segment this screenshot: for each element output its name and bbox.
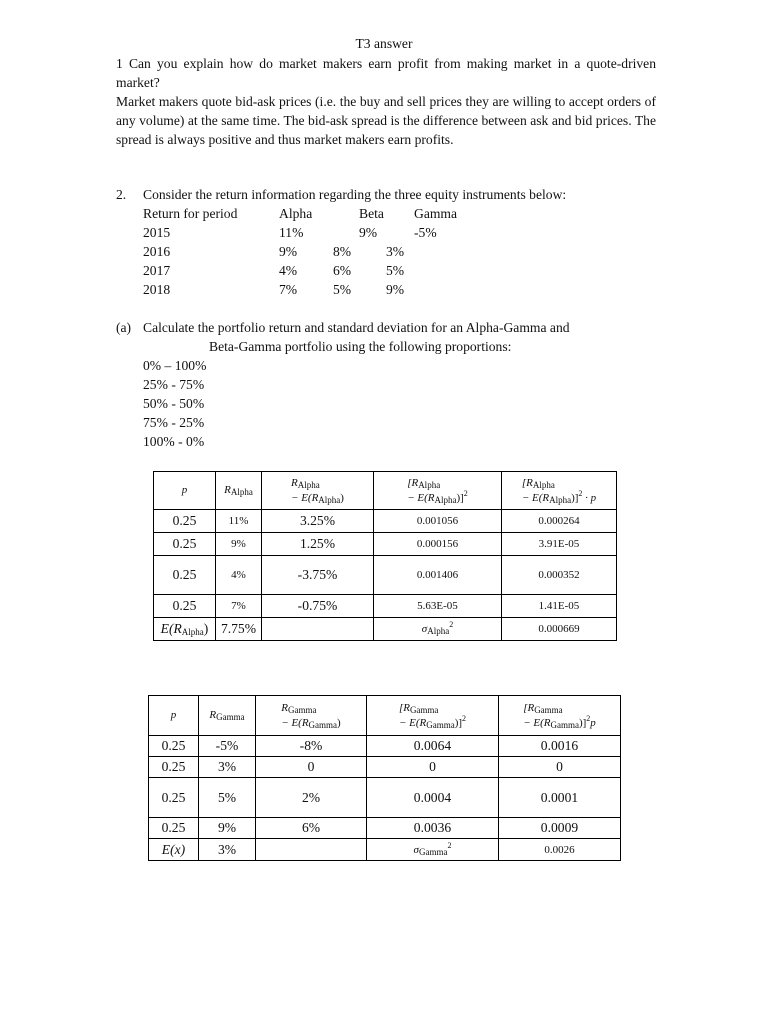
expected-return-label: E(RAlpha) [154,618,216,641]
answer-1: Market makers quote bid-ask prices (i.e. the buy and sell prices they are willing to accept orders of any volume) at the same time. The bid-ask spread is the difference between ask and bid prices. The spread is always positive and thus market makers earn profits. [116,94,656,147]
cell-squared-deviation: 0.0064 [367,736,499,757]
returns-beta: 8% [333,244,352,259]
returns-gamma: 9% [386,282,405,297]
cell-weighted: 0 [499,757,621,778]
cell-weighted: 0.000352 [502,556,617,595]
cell-weighted: 3.91E-05 [502,533,617,556]
cell-weighted: 1.41E-05 [502,595,617,618]
cell-return: 9% [199,818,256,839]
returns-alpha: 4% [279,263,298,278]
cell-p: 0.25 [149,757,199,778]
cell-squared-deviation: 0.0004 [367,778,499,818]
part-a-line-2: Beta-Gamma portfolio using the following proportions: [209,339,512,354]
table-row [149,757,621,778]
variance-label: σAlpha$^2$ [374,618,502,641]
cell-deviation: -8% [256,736,367,757]
question-1: 1 Can you explain how do market makers earn profit from making market in a quote-driven market? [116,56,656,90]
returns-beta: 5% [333,282,352,297]
cell-deviation: -0.75% [262,595,374,618]
cell-squared-deviation: 0.000156 [374,533,502,556]
returns-gamma: 3% [386,244,405,259]
header-deviation: RGamma − E(RGamma) [256,696,367,736]
cell-deviation: 3.25% [262,510,374,533]
proportion-item: 25% - 75% [143,377,205,392]
page-title: T3 answer [355,36,413,51]
cell-deviation: 6% [256,818,367,839]
cell-p: 0.25 [149,736,199,757]
header-return: RAlpha [216,472,262,510]
proportion-item: 75% - 25% [143,415,205,430]
cell-return: 9% [216,533,262,556]
table-header-row [154,472,617,510]
cell-p: 0.25 [154,510,216,533]
cell-squared-deviation: 0.0036 [367,818,499,839]
expected-return-value: 7.75% [216,618,262,641]
part-a-label: (a) [116,320,132,335]
returns-beta: 9% [359,225,378,240]
table-row [154,595,617,618]
cell-p: 0.25 [154,595,216,618]
header-squared-deviation: [RAlpha − E(RAlpha)]$^2$ [374,472,502,510]
header-squared-deviation: [RGamma − E(RGamma)]$^2$ [367,696,499,736]
expected-return-value: 3% [199,839,256,861]
variance-label: σGamma$^2$ [367,839,499,861]
cell-weighted: 0.0009 [499,818,621,839]
table-footer-row [149,839,621,861]
cell-deviation: 2% [256,778,367,818]
returns-year: 2015 [143,225,171,240]
empty-cell [262,618,374,641]
cell-weighted: 0.0016 [499,736,621,757]
question-2-text: Consider the return information regarding the three equity instruments below: [143,187,567,202]
table-row [149,736,621,757]
cell-p: 0.25 [154,533,216,556]
expected-return-label: E(x) [149,839,199,861]
cell-return: 11% [216,510,262,533]
cell-return: 4% [216,556,262,595]
header-p: p [149,696,199,736]
cell-squared-deviation: 0.001406 [374,556,502,595]
part-a-line-1: Calculate the portfolio return and standard deviation for an Alpha-Gamma and [143,320,570,335]
table-header-row [149,696,621,736]
returns-header-gamma: Gamma [414,206,458,221]
returns-year: 2016 [143,244,171,259]
table-footer-row [154,618,617,641]
proportion-item: 100% - 0% [143,434,205,449]
question-2-number: 2. [116,187,127,202]
cell-deviation: 0 [256,757,367,778]
returns-header-period: Return for period [143,206,238,221]
cell-squared-deviation: 0.001056 [374,510,502,533]
variance-value: 0.000669 [502,618,617,641]
cell-deviation: -3.75% [262,556,374,595]
table-row [154,556,617,595]
proportion-item: 50% - 50% [143,396,205,411]
cell-squared-deviation: 5.63E-05 [374,595,502,618]
cell-return: 7% [216,595,262,618]
table-row [154,533,617,556]
cell-weighted: 0.0001 [499,778,621,818]
header-weighted-squared-deviation: [RGamma − E(RGamma)]$^2$p [499,696,621,736]
header-deviation: RAlpha − E(RAlpha) [262,472,374,510]
gamma-table [148,695,621,861]
header-return: RGamma [199,696,256,736]
cell-return: 5% [199,778,256,818]
cell-deviation: 1.25% [262,533,374,556]
variance-value: 0.0026 [499,839,621,861]
returns-gamma: -5% [414,225,437,240]
table-row [154,510,617,533]
cell-return: -5% [199,736,256,757]
cell-p: 0.25 [154,556,216,595]
returns-alpha: 11% [279,225,304,240]
table-row [149,778,621,818]
cell-return: 3% [199,757,256,778]
proportion-item: 0% – 100% [143,358,207,373]
header-weighted-squared-deviation: [RAlpha − E(RAlpha)]$^2$ · p [502,472,617,510]
returns-year: 2017 [143,263,171,278]
returns-header-alpha: Alpha [279,206,313,221]
table-row [149,818,621,839]
cell-weighted: 0.000264 [502,510,617,533]
returns-gamma: 5% [386,263,405,278]
returns-header-beta: Beta [359,206,384,221]
header-p: p [154,472,216,510]
returns-alpha: 9% [279,244,298,259]
alpha-table [153,471,617,641]
returns-alpha: 7% [279,282,298,297]
returns-beta: 6% [333,263,352,278]
cell-p: 0.25 [149,818,199,839]
returns-year: 2018 [143,282,171,297]
empty-cell [256,839,367,861]
cell-p: 0.25 [149,778,199,818]
cell-squared-deviation: 0 [367,757,499,778]
